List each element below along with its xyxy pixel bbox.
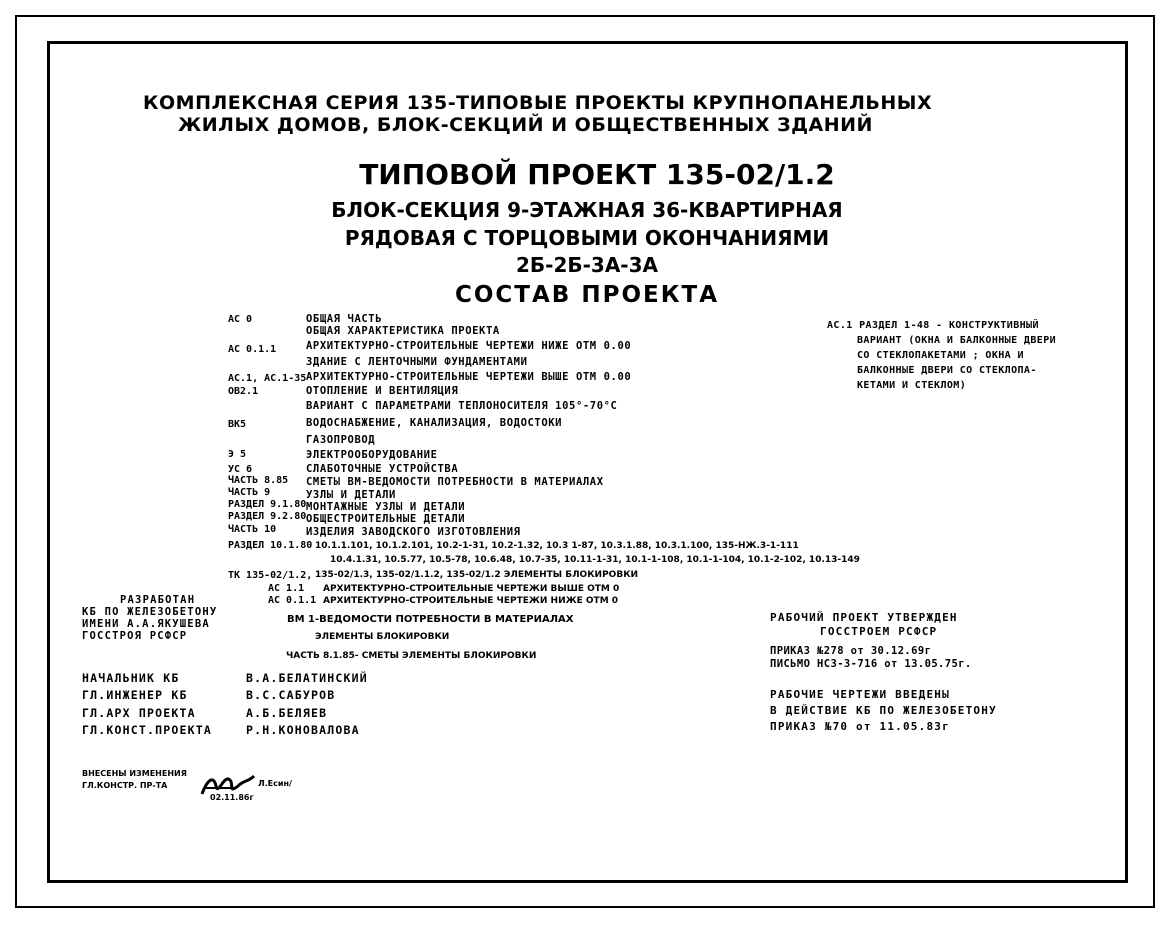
staff-name: В.А.БЕЛАТИНСКИЙ xyxy=(246,671,368,685)
note-right-line1: АС.1 РАЗДЕЛ 1-48 - КОНСТРУКТИВНЫЙ xyxy=(827,320,1039,331)
elements-sub1-code: АС 1.1 xyxy=(268,583,305,594)
approval-line2: ГОССТРОЕМ РСФСР xyxy=(820,625,938,638)
changes-line2: ГЛ.КОНСТР. ПР-ТА xyxy=(82,781,168,790)
composition-code: АС.1, АС.1-35 xyxy=(228,373,307,384)
approval-line7: ПРИКАЗ №70 от 11.05.83г xyxy=(770,720,950,733)
composition-code: РАЗДЕЛ 9.2.80 xyxy=(228,511,307,522)
approval-line1: РАБОЧИЙ ПРОЕКТ УТВЕРЖДЕН xyxy=(770,611,958,624)
vm-sub: ЭЛЕМЕНТЫ БЛОКИРОВКИ xyxy=(315,632,450,642)
composition-desc: ИЗДЕЛИЯ ЗАВОДСКОГО ИЗГОТОВЛЕНИЯ xyxy=(306,526,521,538)
composition-code: РАЗДЕЛ 10.1.80 xyxy=(228,540,313,551)
composition-code: Э 5 xyxy=(228,449,247,460)
composition-code: ОВ2.1 xyxy=(228,386,259,397)
composition-desc: ОБЩАЯ ЧАСТЬ xyxy=(306,313,383,325)
project-title: ТИПОВОЙ ПРОЕКТ 135-02/1.2 xyxy=(359,158,835,191)
composition-code: ЧАСТЬ 10 xyxy=(228,524,277,535)
composition-code: АС 0.1.1 xyxy=(228,344,277,355)
composition-desc: ГАЗОПРОВОД xyxy=(306,434,376,446)
changes-line1: ВНЕСЕНЫ ИЗМЕНЕНИЯ xyxy=(82,769,187,778)
changes-date: 02.11.86г xyxy=(210,793,254,802)
composition-code: ВК5 xyxy=(228,419,247,430)
elements-sub1-desc: АРХИТЕКТУРНО-СТРОИТЕЛЬНЫЕ ЧЕРТЕЖИ ВЫШЕ ОТМ 0 xyxy=(323,584,620,594)
vm-line: ВМ 1-ВЕДОМОСТИ ПОТРЕБНОСТИ В МАТЕРИАЛАХ xyxy=(287,614,574,625)
series-title-line2: ЖИЛЫХ ДОМОВ, БЛОК-СЕКЦИЙ И ОБЩЕСТВЕННЫХ ЗДАНИЙ xyxy=(178,114,873,136)
composition-desc: СЛАБОТОЧНЫЕ УСТРОЙСТВА xyxy=(306,463,459,475)
composition-desc: ОТОПЛЕНИЕ И ВЕНТИЛЯЦИЯ xyxy=(306,385,459,397)
composition-code: ЧАСТЬ 8.85 xyxy=(228,475,289,486)
composition-code: РАЗДЕЛ 9.1.80 xyxy=(228,499,307,510)
staff-name: А.Б.БЕЛЯЕВ xyxy=(246,706,328,720)
composition-desc: ВОДОСНАБЖЕНИЕ, КАНАЛИЗАЦИЯ, ВОДОСТОКИ xyxy=(306,417,563,429)
composition-desc: 10.4.1.31, 10.5.77, 10.5-78, 10.6.48, 10.7-35, 10.11-1-31, 10.1-1-108, 10.1-1-104, 10.1-2-102, 10.13-149 xyxy=(330,555,860,565)
composition-heading: СОСТАВ ПРОЕКТА xyxy=(455,282,719,308)
composition-desc: УЗЛЫ И ДЕТАЛИ xyxy=(306,489,396,501)
composition-desc: ЭЛЕКТРООБОРУДОВАНИЕ xyxy=(306,449,438,461)
staff-role: ГЛ.КОНСТ.ПРОЕКТА xyxy=(82,723,212,737)
note-right-line3: СО СТЕКЛОПАКЕТАМИ ; ОКНА И xyxy=(857,350,1024,361)
composition-code: АС 0 xyxy=(228,314,253,325)
subtitle-line1: БЛОК-СЕКЦИЯ 9-ЭТАЖНАЯ 36-КВАРТИРНАЯ xyxy=(331,198,843,222)
approval-line3: ПРИКАЗ №278 от 30.12.69г xyxy=(770,645,932,657)
approval-line5: РАБОЧИЕ ЧЕРТЕЖИ ВВЕДЕНЫ xyxy=(770,688,950,701)
developer-line1: РАЗРАБОТАН xyxy=(120,594,196,606)
composition-desc: ВАРИАНТ С ПАРАМЕТРАМИ ТЕПЛОНОСИТЕЛЯ 105°-70°С xyxy=(306,400,618,412)
composition-code: ЧАСТЬ 9 xyxy=(228,487,271,498)
series-title-line1: КОМПЛЕКСНАЯ СЕРИЯ 135-ТИПОВЫЕ ПРОЕКТЫ КРУПНОПАНЕЛЬНЫХ xyxy=(143,92,933,114)
composition-desc: ОБЩЕСТРОИТЕЛЬНЫЕ ДЕТАЛИ xyxy=(306,513,466,525)
note-right-line2: ВАРИАНТ (ОКНА И БАЛКОННЫЕ ДВЕРИ xyxy=(857,335,1057,346)
staff-name: В.С.САБУРОВ xyxy=(246,688,336,702)
composition-desc: СМЕТЫ ВМ-ВЕДОМОСТИ ПОТРЕБНОСТИ В МАТЕРИАЛАХ xyxy=(306,476,604,488)
composition-code: УС 6 xyxy=(228,464,253,475)
staff-role: ГЛ.ИНЖЕНЕР КБ xyxy=(82,688,188,702)
developer-line2: КБ ПО ЖЕЛЕЗОБЕТОНУ xyxy=(82,606,218,618)
elements-sub2-code: АС 0.1.1 xyxy=(268,595,317,606)
approval-line6: В ДЕЙСТВИЕ КБ ПО ЖЕЛЕЗОБЕТОНУ xyxy=(770,704,997,717)
staff-role: НАЧАЛЬНИК КБ xyxy=(82,671,180,685)
staff-role: ГЛ.АРХ ПРОЕКТА xyxy=(82,706,196,720)
composition-desc: АРХИТЕКТУРНО-СТРОИТЕЛЬНЫЕ ЧЕРТЕЖИ НИЖЕ ОТМ 0.00 xyxy=(306,340,632,352)
subtitle-line2: РЯДОВАЯ С ТОРЦОВЫМИ ОКОНЧАНИЯМИ xyxy=(344,226,830,250)
composition-desc: ОБЩАЯ ХАРАКТЕРИСТИКА ПРОЕКТА xyxy=(306,325,500,337)
elements-code: ТК 135-02/1.2, xyxy=(228,570,313,581)
developer-line4: ГОССТРОЯ РСФСР xyxy=(82,630,188,642)
composition-desc: МОНТАЖНЫЕ УЗЛЫ И ДЕТАЛИ xyxy=(306,501,466,513)
composition-desc: 10.1.1.101, 10.1.2.101, 10.2-1-31, 10.2-1.32, 10.3 1-87, 10.3.1.88, 10.3.1.100, 135-НЖ.3-1-111 xyxy=(315,541,799,551)
changes-name: Л.Есин/ xyxy=(258,779,292,788)
note-right-line4: БАЛКОННЫЕ ДВЕРИ СО СТЕКЛОПА- xyxy=(857,365,1037,376)
staff-name: Р.Н.КОНОВАЛОВА xyxy=(246,723,360,737)
approval-line4: ПИСЬМО НСЗ-3-716 от 13.05.75г. xyxy=(770,658,972,670)
elements-sub2-desc: АРХИТЕКТУРНО-СТРОИТЕЛЬНЫЕ ЧЕРТЕЖИ НИЖЕ ОТМ 0 xyxy=(323,596,619,606)
composition-desc: ЗДАНИЕ С ЛЕНТОЧНЫМИ ФУНДАМЕНТАМИ xyxy=(306,356,528,368)
elements-desc: 135-02/1.3, 135-02/1.1.2, 135-02/1.2 ЭЛЕМЕНТЫ БЛОКИРОВКИ xyxy=(315,570,639,580)
smeta-line: ЧАСТЬ 8.1.85- СМЕТЫ ЭЛЕМЕНТЫ БЛОКИРОВКИ xyxy=(286,651,537,661)
developer-line3: ИМЕНИ А.А.ЯКУШЕВА xyxy=(82,618,210,630)
subtitle-line3: 2Б-2Б-3А-3А xyxy=(515,253,658,277)
note-right-line5: КЕТАМИ И СТЕКЛОМ) xyxy=(857,380,967,391)
composition-desc: АРХИТЕКТУРНО-СТРОИТЕЛЬНЫЕ ЧЕРТЕЖИ ВЫШЕ ОТМ 0.00 xyxy=(306,371,632,383)
